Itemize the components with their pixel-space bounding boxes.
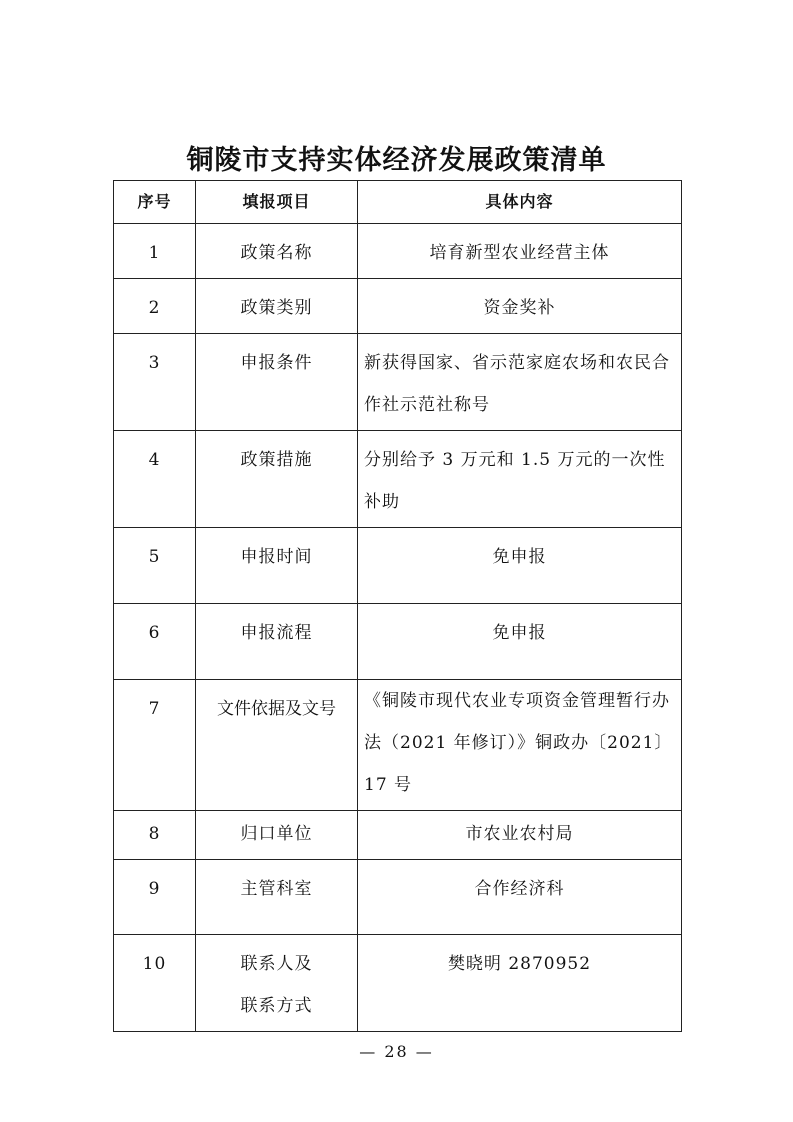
- row-serial: 9: [114, 860, 196, 935]
- row-item: 归口单位: [196, 811, 358, 860]
- row-content: 合作经济科: [358, 860, 682, 935]
- row-content: 新获得国家、省示范家庭农场和农民合作社示范社称号: [358, 334, 682, 431]
- table-header-row: [114, 181, 682, 224]
- table-row: [114, 528, 682, 604]
- row-item: 申报条件: [196, 334, 358, 431]
- table-row: [114, 680, 682, 811]
- row-serial: 8: [114, 811, 196, 860]
- row-item: 申报流程: [196, 604, 358, 680]
- table-row: [114, 860, 682, 935]
- table-row: [114, 604, 682, 680]
- row-item: 政策类别: [196, 279, 358, 334]
- row-serial: 3: [114, 334, 196, 431]
- row-item: 政策名称: [196, 224, 358, 279]
- row-item: 联系人及联系方式: [196, 935, 358, 1032]
- table-row: [114, 431, 682, 528]
- table-row: [114, 279, 682, 334]
- row-serial: 6: [114, 604, 196, 680]
- header-item: 填报项目: [196, 181, 358, 224]
- row-content: 免申报: [358, 604, 682, 680]
- row-serial: 2: [114, 279, 196, 334]
- row-serial: 5: [114, 528, 196, 604]
- page-number: — 28 —: [359, 1042, 434, 1061]
- table-row: [114, 224, 682, 279]
- row-serial: 1: [114, 224, 196, 279]
- row-serial: 7: [114, 680, 196, 811]
- row-content: 分别给予 3 万元和 1.5 万元的一次性补助: [358, 431, 682, 528]
- table-row: [114, 334, 682, 431]
- row-serial: 4: [114, 431, 196, 528]
- row-item: 申报时间: [196, 528, 358, 604]
- row-serial: 10: [114, 935, 196, 1032]
- row-content: 培育新型农业经营主体: [358, 224, 682, 279]
- table-row: [114, 811, 682, 860]
- row-item: 主管科室: [196, 860, 358, 935]
- row-content: 免申报: [358, 528, 682, 604]
- page-title: 铜陵市支持实体经济发展政策清单: [186, 145, 607, 176]
- row-item: 文件依据及文号: [196, 680, 358, 811]
- row-content: 市农业农村局: [358, 811, 682, 860]
- header-serial: 序号: [114, 181, 196, 224]
- table-row: [114, 935, 682, 1032]
- header-content: 具体内容: [358, 181, 682, 224]
- row-content: 樊晓明 2870952: [358, 935, 682, 1032]
- row-content: 《铜陵市现代农业专项资金管理暂行办法（2021 年修订）》铜政办〔2021〕17 号: [358, 680, 682, 811]
- row-item: 政策措施: [196, 431, 358, 528]
- policy-table: [113, 180, 682, 1032]
- row-content: 资金奖补: [358, 279, 682, 334]
